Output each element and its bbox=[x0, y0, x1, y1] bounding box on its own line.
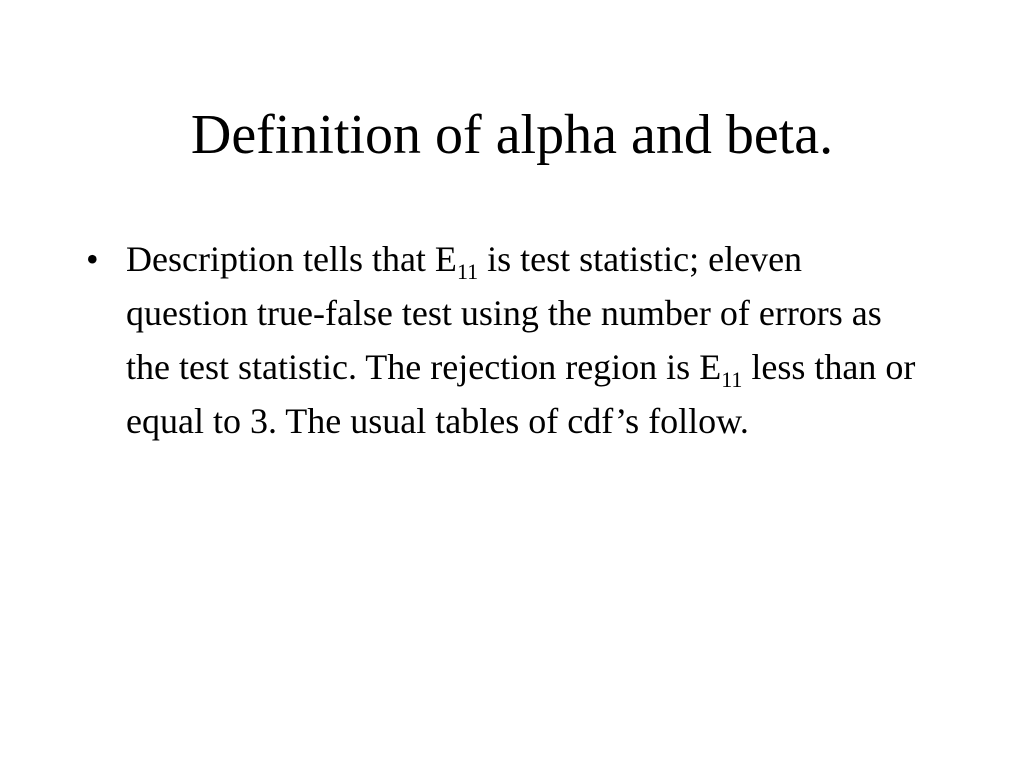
bullet-list bbox=[86, 232, 916, 448]
bullet-text-part-2: is test statistic; eleven question true-false test using the number of errors as the test statistic. The rejection region is E bbox=[126, 239, 882, 387]
bullet-text-part-3: less than or equal to 3. The usual tables of cdf’s follow. bbox=[126, 347, 916, 441]
subscript-11-first: 11 bbox=[456, 259, 479, 284]
bullet-text-part-1: Description tells that E bbox=[126, 239, 457, 279]
bullet-dot: • bbox=[86, 239, 99, 279]
bullet-item bbox=[86, 232, 916, 448]
slide-title: Definition of alpha and beta. bbox=[190, 104, 834, 166]
subscript-11-second: 11 bbox=[721, 367, 743, 392]
